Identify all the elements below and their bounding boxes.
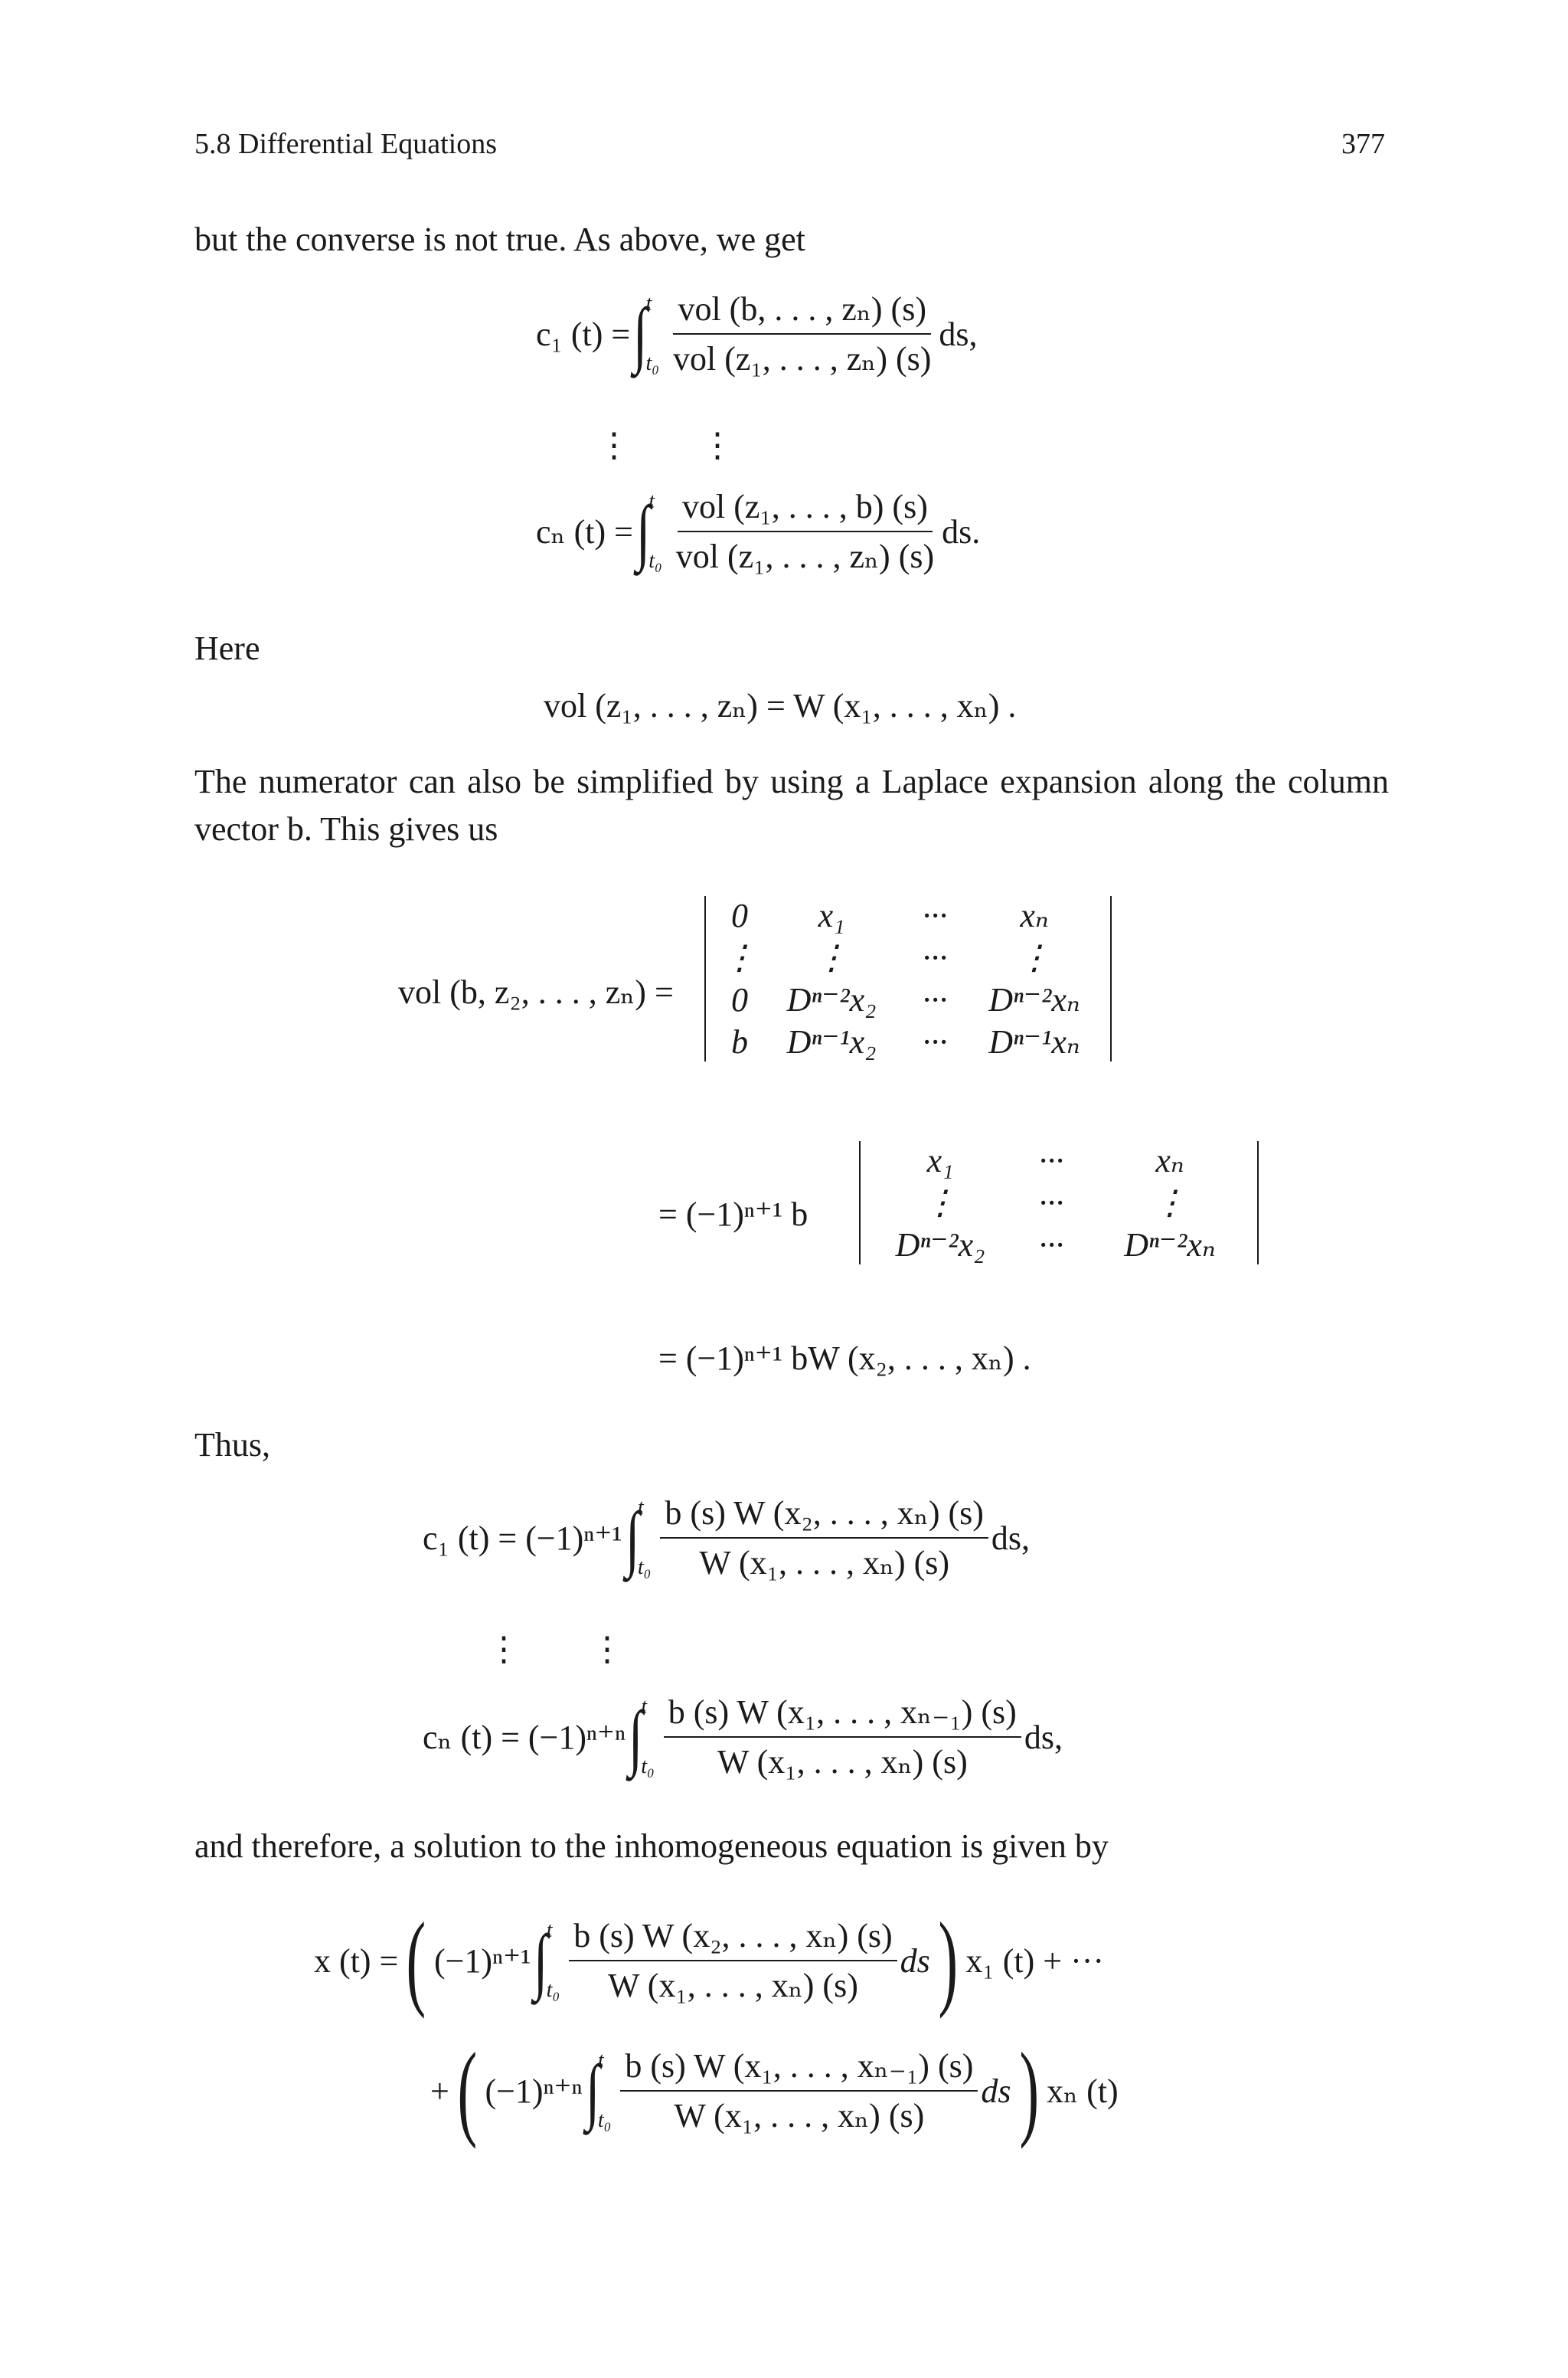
det-cell: ···: [1038, 1226, 1064, 1264]
denominator: W (x₁, . . . , xₙ) (s): [608, 1967, 858, 2004]
eq-prefactor: (−1)ⁿ⁺¹: [433, 1941, 531, 1980]
paragraph-1: but the converse is not true. As above, we get: [194, 221, 805, 258]
equation-c1-vol: [536, 289, 978, 378]
det-cell: x₁: [818, 897, 845, 934]
integral-sign: ∫: [635, 490, 651, 572]
det-cell: ⋮: [815, 939, 848, 976]
lower-limit: t₀: [546, 1978, 560, 2002]
fraction: [660, 1493, 988, 1582]
det-cell: ⋮: [923, 1184, 957, 1222]
eq-lhs: cₙ (t) =: [536, 512, 633, 551]
det-cell: ⋮: [723, 939, 756, 976]
integral-limits: [646, 292, 660, 376]
upper-limit: t: [637, 1496, 644, 1519]
det-cell: ···: [922, 897, 948, 934]
det-cell: ⋮: [1153, 1184, 1187, 1222]
numerator: vol (z₁, . . . , b) (s): [678, 487, 933, 532]
denominator: vol (z₁, . . . , zₙ) (s): [675, 538, 935, 575]
integral-sign: ∫: [585, 2049, 599, 2131]
integral-sign: ∫: [625, 1496, 639, 1578]
equation-vol-identity: vol (z₁, . . . , zₙ) = W (x₁, . . . , xₙ) .: [544, 687, 1017, 725]
determinant-1: [704, 896, 1112, 1061]
eq-tail: ds,: [1024, 1718, 1063, 1756]
right-paren: ): [1018, 2031, 1039, 2150]
fraction: [664, 1693, 1021, 1781]
paragraph-3: and therefore, a solution to the inhomogeneous equation is given by: [194, 1827, 1109, 1865]
vertical-dots-2: ⋮ ⋮: [487, 1631, 655, 1668]
det-cell: b: [731, 1023, 748, 1061]
denominator: vol (z₁, . . . , zₙ) (s): [673, 340, 932, 378]
integral-limits: [638, 1496, 652, 1580]
det-cell: Dⁿ⁻²xₙ: [1124, 1226, 1216, 1264]
upper-limit: t: [645, 292, 652, 316]
fraction: [671, 487, 939, 576]
equation-solution-line-1: [314, 1901, 1105, 2020]
det-cell: 0: [731, 897, 748, 934]
page-number: 377: [1341, 128, 1385, 160]
det-cell: Dⁿ⁻¹x₂: [786, 1023, 877, 1061]
det-cell: ···: [1038, 1184, 1064, 1222]
running-header-section: 5.8 Differential Equations: [194, 128, 498, 160]
det-cell: Dⁿ⁻²x₂: [895, 1226, 985, 1264]
numerator: b (s) W (x₂, . . . , xₙ) (s): [569, 1916, 897, 1961]
eq-tail: ds.: [942, 512, 981, 551]
eq-ds: ds: [900, 1941, 930, 1980]
eq-tail: xₙ (t): [1047, 2072, 1119, 2110]
equation-solution-line-2: [430, 2031, 1119, 2150]
upper-limit: t: [648, 489, 655, 513]
det-cell: ···: [922, 1023, 948, 1061]
determinant-2: [859, 1141, 1259, 1264]
equation-cn-wronskian: [423, 1693, 1063, 1781]
eq-tail: x₁ (t) + ···: [965, 1941, 1105, 1980]
fraction: [620, 2046, 978, 2135]
equation-cn-vol: [536, 487, 980, 576]
eq-lhs: c₁ (t) =: [536, 315, 631, 353]
eq-prefactor: (−1)ⁿ⁺ⁿ: [485, 2072, 583, 2110]
lower-limit: t₀: [645, 352, 660, 375]
eq-ds: ds: [981, 2072, 1011, 2110]
lower-limit: t₀: [637, 1555, 652, 1579]
det-cell: x₁: [926, 1142, 954, 1179]
lower-limit: t₀: [641, 1755, 655, 1778]
here-label: Here: [194, 630, 260, 667]
eq-lhs: c₁ (t) = (−1)ⁿ⁺¹: [423, 1519, 622, 1557]
lower-limit: t₀: [648, 549, 662, 573]
eq-lhs: +: [430, 2072, 449, 2110]
numerator: b (s) W (x₂, . . . , xₙ) (s): [660, 1493, 988, 1539]
numerator: vol (b, . . . , zₙ) (s): [673, 289, 931, 335]
det-cell: Dⁿ⁻¹xₙ: [988, 1023, 1080, 1061]
numerator: b (s) W (x₁, . . . , xₙ₋₁) (s): [620, 2046, 978, 2092]
integral-limits: [547, 1918, 560, 2003]
det-cell: ···: [922, 981, 948, 1019]
equation-det-result: = (−1)ⁿ⁺¹ bW (x₂, . . . , xₙ) .: [658, 1339, 1031, 1377]
paragraph-2: The numerator can also be simplified by using a Laplace expansion along the column vector b. This gives us: [194, 763, 1389, 848]
det-cell: Dⁿ⁻²xₙ: [988, 981, 1080, 1019]
lower-limit: t₀: [597, 2108, 612, 2132]
left-paren: (: [406, 1901, 426, 2020]
integral-sign: ∫: [628, 1696, 643, 1778]
denominator: W (x₁, . . . , xₙ) (s): [674, 2097, 925, 2134]
upper-limit: t: [597, 2049, 604, 2072]
eq-tail: ds,: [991, 1519, 1031, 1557]
upper-limit: t: [641, 1695, 648, 1719]
integral-limits: [641, 1695, 655, 1779]
eq-tail: ds,: [939, 315, 978, 353]
det-cell: ⋮: [1018, 939, 1051, 976]
vertical-dots: ⋮ ⋮: [597, 427, 765, 464]
det2-lhs: = (−1)ⁿ⁺¹ b: [658, 1196, 808, 1233]
thus-label: Thus,: [194, 1426, 270, 1464]
det-cell: xₙ: [1155, 1142, 1184, 1179]
eq-lhs: x (t) =: [314, 1941, 399, 1980]
det-cell: ···: [1038, 1142, 1064, 1179]
equation-c1-wronskian: [423, 1493, 1030, 1582]
upper-limit: t: [546, 1918, 553, 1942]
fraction: [569, 1916, 897, 2005]
right-paren: ): [938, 1901, 958, 2020]
denominator: W (x₁, . . . , xₙ) (s): [699, 1544, 950, 1582]
det-cell: Dⁿ⁻²x₂: [786, 981, 877, 1019]
det-cell: 0: [731, 981, 748, 1019]
integral-limits: [648, 489, 662, 574]
det-cell: ···: [922, 939, 948, 976]
integral-limits: [598, 2049, 612, 2133]
integral-sign: ∫: [633, 293, 648, 375]
eq-lhs: cₙ (t) = (−1)ⁿ⁺ⁿ: [423, 1718, 626, 1756]
det-lhs: vol (b, z₂, . . . , zₙ) =: [398, 973, 674, 1011]
numerator: b (s) W (x₁, . . . , xₙ₋₁) (s): [664, 1693, 1021, 1738]
fraction: [668, 289, 936, 378]
denominator: W (x₁, . . . , xₙ) (s): [717, 1743, 968, 1781]
integral-sign: ∫: [534, 1919, 548, 2001]
left-paren: (: [457, 2031, 477, 2150]
det-cell: xₙ: [1020, 897, 1049, 934]
